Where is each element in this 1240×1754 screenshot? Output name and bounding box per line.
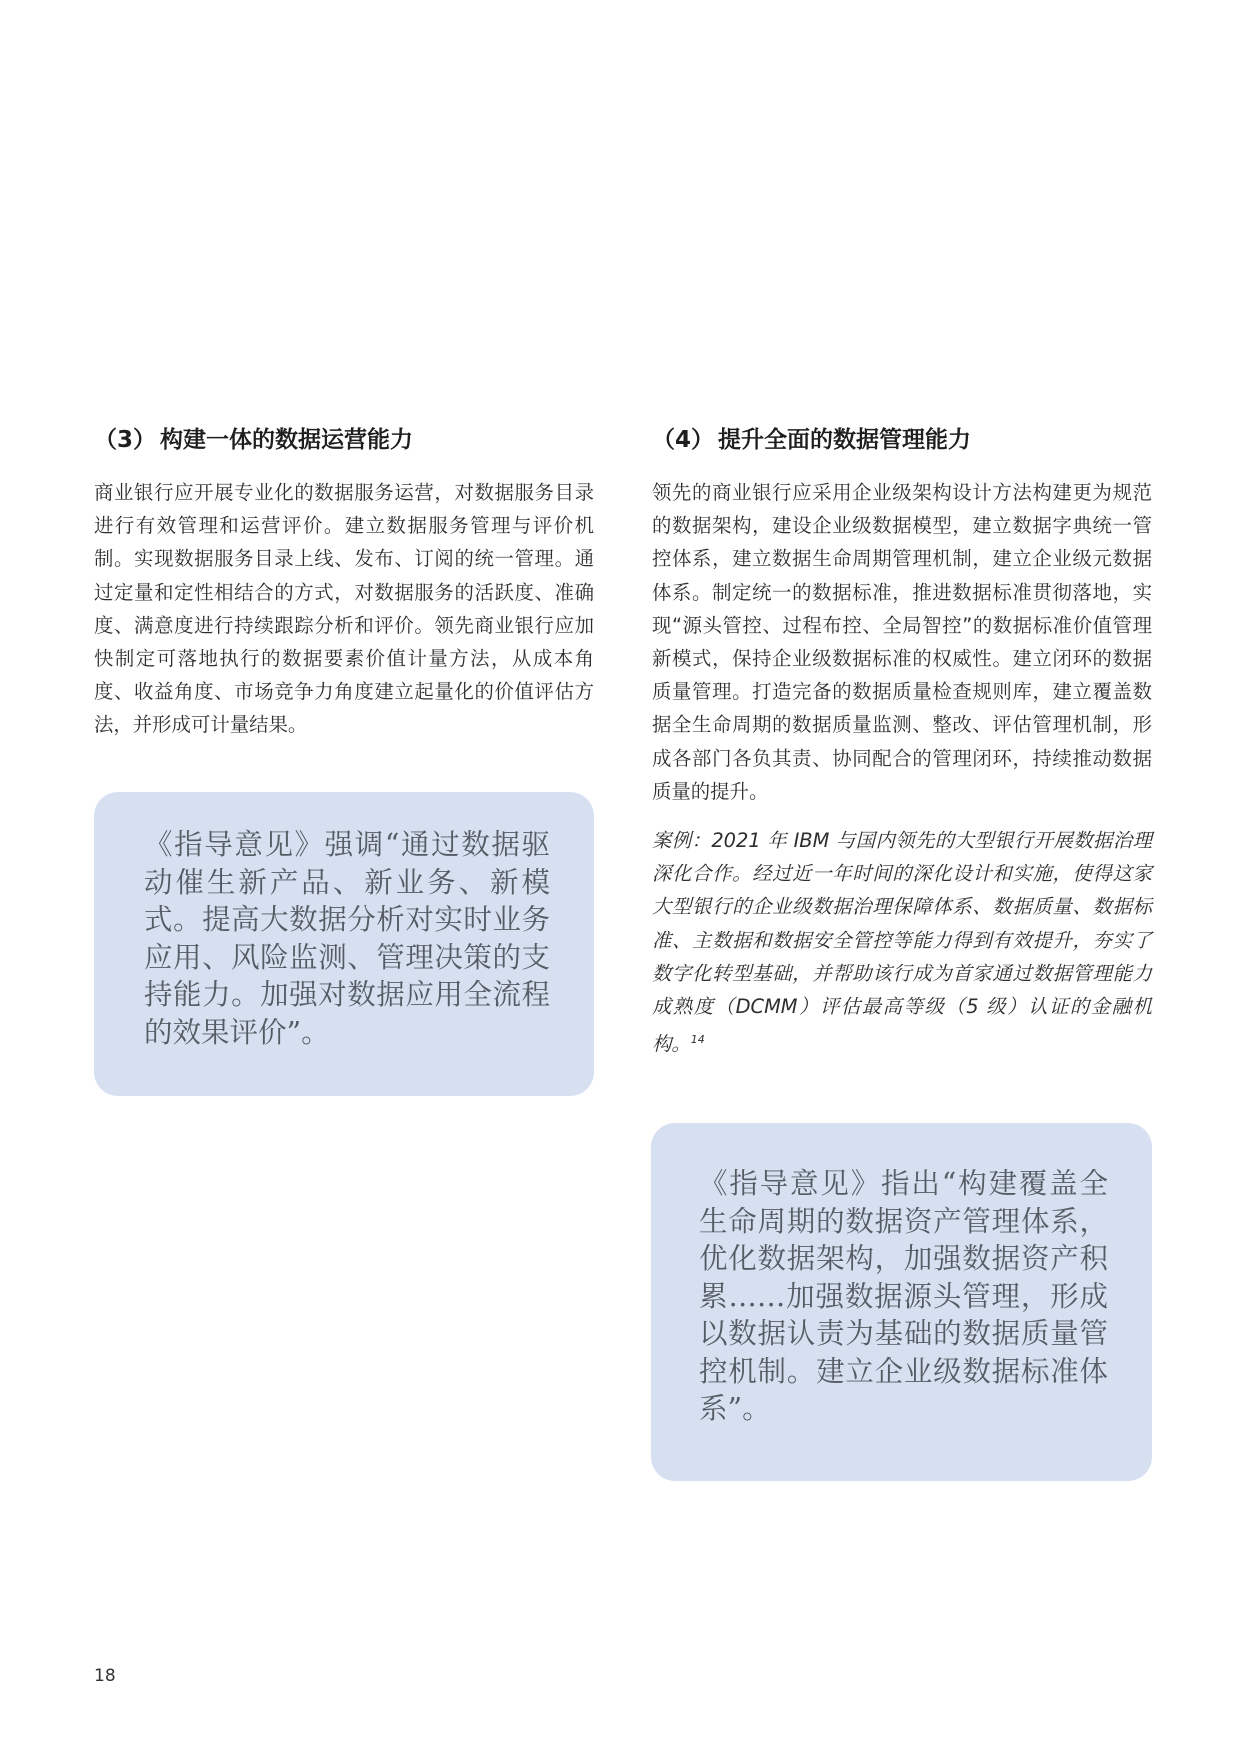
section-4-number: （4）: [652, 427, 715, 453]
section-3-heading: [94, 420, 594, 460]
section-4-body: 领先的商业银行应采用企业级架构设计方法构建更为规范的数据架构，建设企业级数据模型，建立数据字典统一管控体系，建立数据生命周期管理机制，建立企业级元数据体系。制定统一的数据标准，推进数据标准贯彻落地，实现“源头管控、过程布控、全局智控”的数据标准价值管理新模式，保持企业级数据标准的权威性。建立闭环的数据质量管理。打造完备的数据质量检查规则库，建立覆盖数据全生命周期的数据质量监测、整改、评估管理机制，形成各部门各负其责、协同配合的管理闭环，持续推动数据质量的提升。: [652, 481, 1152, 803]
section-3-title: 构建一体的数据运营能力: [160, 427, 414, 453]
case-study-body: 案例：2021 年 IBM 与国内领先的大型银行开展数据治理深化合作。经过近一年时间的深化设计和实施，使得这家大型银行的企业级数据治理保障体系、数据质量、数据标准、主数据和数据安全管控等能力得到有效提升，夯实了数字化转型基础，并帮助该行成为首家通过数据管理能力成熟度（DCMM）评估最高等级（5 级）认证的金融机构。: [652, 829, 1152, 1056]
quote-box-left: [94, 792, 594, 1096]
section-3-body: 商业银行应开展专业化的数据服务运营，对数据服务目录进行有效管理和运营评价。建立数据服务管理与评价机制。实现数据服务目录上线、发布、订阅的统一管理。通过定量和定性相结合的方式，对数据服务的活跃度、准确度、满意度进行持续跟踪分析和评价。领先商业银行应加快制定可落地执行的数据要素价值计量方法，从成本角度、收益角度、市场竞争力角度建立起量化的价值评估方法，并形成可计量结果。: [94, 481, 594, 737]
section-4: [652, 420, 1152, 1061]
quote-box-right: [651, 1123, 1152, 1481]
quote-right-text: 《指导意见》指出“构建覆盖全生命周期的数据资产管理体系，优化数据架构，加强数据资产积累……加强数据源头管理，形成以数据认责为基础的数据质量管控机制。建立企业级数据标准体系”。: [699, 1167, 1108, 1425]
section-3: [94, 420, 594, 742]
quote-left-text: 《指导意见》强调“通过数据驱动催生新产品、新业务、新模式。提高大数据分析对实时业务应用、风险监测、管理决策的支持能力。加强对数据应用全流程的效果评价”。: [144, 828, 550, 1049]
section-3-number: （3）: [94, 427, 157, 453]
section-4-title: 提升全面的数据管理能力: [718, 427, 972, 453]
case-study-text: [652, 824, 1152, 1061]
footnote-ref[interactable]: 14: [690, 1033, 705, 1047]
section-4-heading: [652, 420, 1152, 460]
page-number: 18: [94, 1666, 116, 1686]
